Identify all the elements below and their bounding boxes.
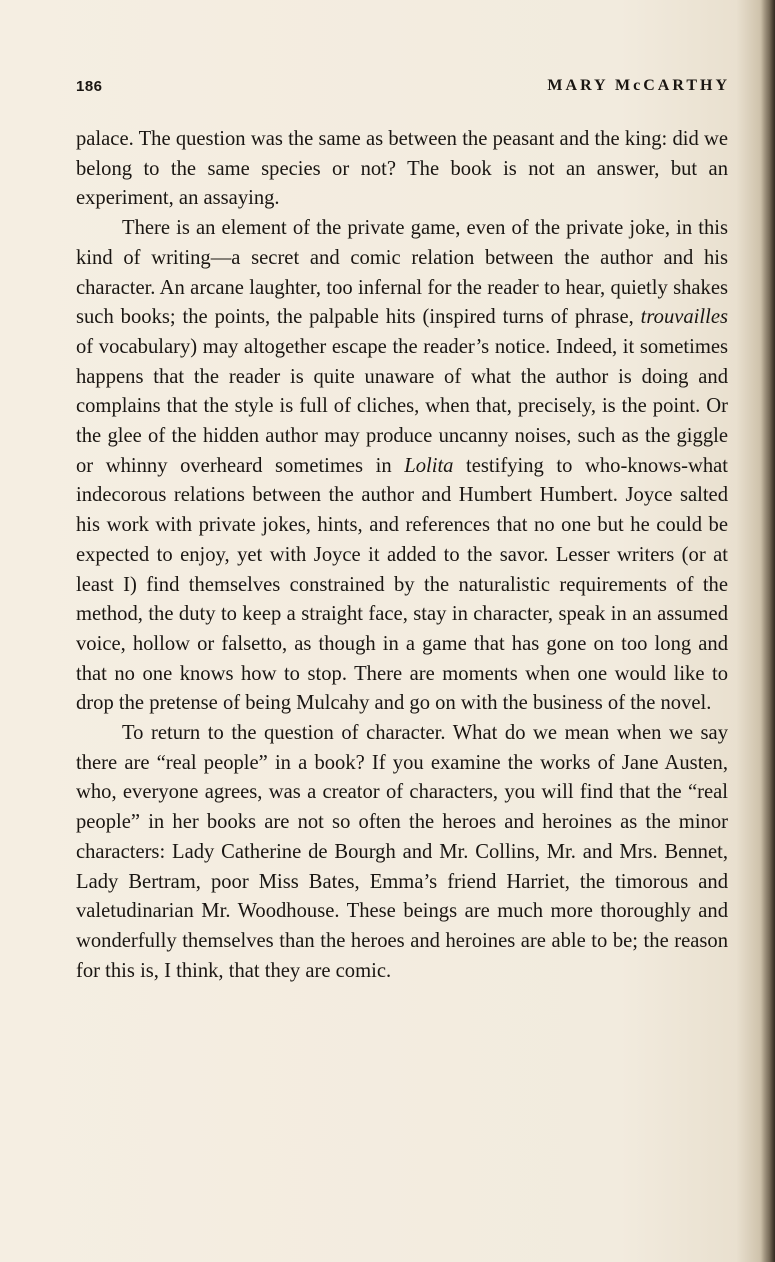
paragraph-2-text-b: of vocabulary) may altogether escape the reader’s notice. Indeed, it sometimes happens that the reader is quite unaware of what the author is doing and complains that the style is full of cliches, when that, precisely, is the point. Or the glee of the hidden author may produce uncanny noises, such as the giggle or whinny overheard sometimes in	[76, 335, 728, 477]
paragraph-2-text-a: There is an element of the private game, even of the private joke, in this kind of writing—a secret and comic relation between the author and his character. An arcane laughter, too infernal for the reader to hear, quietly shakes such books; the points, the palpable hits (inspired turns of phrase,	[76, 217, 728, 329]
running-title: MARY McCARTHY	[547, 77, 730, 94]
running-head	[76, 78, 730, 102]
page-edge-shadow	[761, 0, 775, 1262]
italic-trouvailles: trouvailles	[640, 306, 728, 329]
paragraph-1	[76, 125, 728, 214]
paragraph-3	[76, 719, 728, 986]
paragraph-1-text: palace. The question was the same as between the peasant and the king: did we belong to the same species or not? The book is not an answer, but an experiment, an assaying.	[76, 128, 728, 210]
paragraph-2	[76, 214, 728, 719]
body-text	[76, 125, 728, 986]
paragraph-3-text: To return to the question of character. What do we mean when we say there are “real people” in a book? If you examine the works of Jane Austen, who, everyone agrees, was a creator of characters, you will find that the “real people” in her books are not so often the heroes and heroines as the minor characters: Lady Catherine de Bourgh and Mr. Collins, Mr. and Mrs. Bennet, Lady Bertram, poor Miss Bates, Emma’s friend Harriet, the timorous and valetudinarian Mr. Woodhouse. These beings are much more thoroughly and wonderfully themselves than the heroes and heroines are able to be; the reason for this is, I think, that they are comic.	[76, 722, 728, 982]
paragraph-2-text-c: testifying to who-knows-what indecorous relations between the author and Humbert Humbert. Joyce salted his work with private jokes, hints, and references that no one but he could be expected to enjoy, yet with Joyce it added to the savor. Lesser writers (or at least I) find themselves constrained by the naturalistic requirements of the method, the duty to keep a straight face, stay in character, speak in an assumed voice, hollow or falsetto, as though in a game that has gone on too long and that no one knows how to stop. There are moments when one would like to drop the pretense of being Mulcahy and go on with the business of the novel.	[76, 454, 728, 715]
page-number: 186	[76, 78, 103, 95]
italic-lolita: Lolita	[404, 454, 454, 477]
